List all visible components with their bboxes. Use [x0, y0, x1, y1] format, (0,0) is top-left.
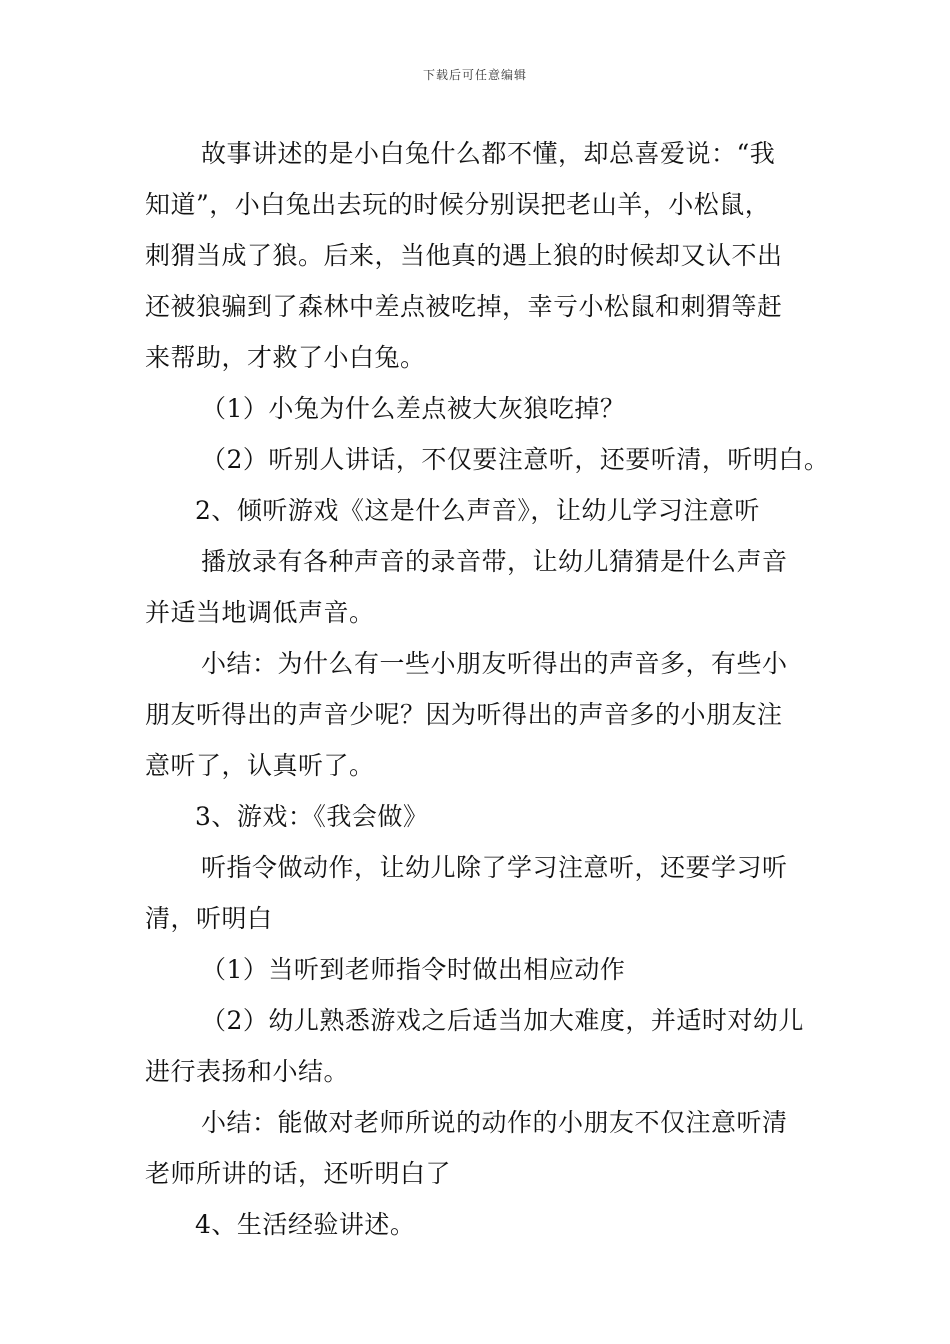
paragraph-line: 听指令做动作，让幼儿除了学习注意听，还要学习听	[201, 853, 788, 882]
paragraph-line: 知道”，小白兔出去玩的时候分别误把老山羊，小松鼠，	[145, 190, 771, 219]
paragraph-line: 刺猬当成了狼。后来，当他真的遇上狼的时候却又认不出	[145, 241, 783, 270]
summary-line: 老师所讲的话，还听明白了	[145, 1159, 452, 1188]
paragraph-line: 还被狼骗到了森林中差点被吃掉，幸亏小松鼠和刺猬等赶	[145, 292, 783, 321]
section-heading: 2、倾听游戏《这是什么声音》，让幼儿学习注意听	[195, 496, 760, 525]
step-item: 进行表扬和小结。	[145, 1057, 350, 1086]
paragraph-line: 并适当地调低声音。	[145, 598, 375, 627]
paragraph-line: 播放录有各种声音的录音带，让幼儿猜猜是什么声音	[201, 547, 788, 576]
question-item: （1）小兔为什么差点被大灰狼吃掉？	[201, 394, 626, 423]
paragraph-line: 故事讲述的是小白兔什么都不懂，却总喜爱说：“我	[201, 139, 776, 168]
document-body	[145, 128, 830, 1250]
section-heading: 4、生活经验讲述。	[195, 1210, 416, 1239]
paragraph-line: 来帮助，才救了小白兔。	[145, 343, 426, 372]
section-heading: 3、游戏：《我会做》	[195, 802, 429, 831]
summary-line: 小结：为什么有一些小朋友听得出的声音多，有些小	[201, 649, 788, 678]
question-item: （2）听别人讲话，不仅要注意听，还要听清，听明白。	[201, 445, 830, 474]
summary-line: 朋友听得出的声音少呢？因为听得出的声音多的小朋友注	[145, 700, 783, 729]
page-header: 下载后可任意编辑	[422, 68, 527, 82]
step-item: （2）幼儿熟悉游戏之后适当加大难度，并适时对幼儿	[201, 1006, 804, 1035]
summary-line: 小结：能做对老师所说的动作的小朋友不仅注意听清	[201, 1108, 788, 1137]
step-item: （1）当听到老师指令时做出相应动作	[201, 955, 626, 984]
paragraph-line: 清，听明白	[145, 904, 273, 933]
summary-line: 意听了，认真听了。	[145, 751, 375, 780]
